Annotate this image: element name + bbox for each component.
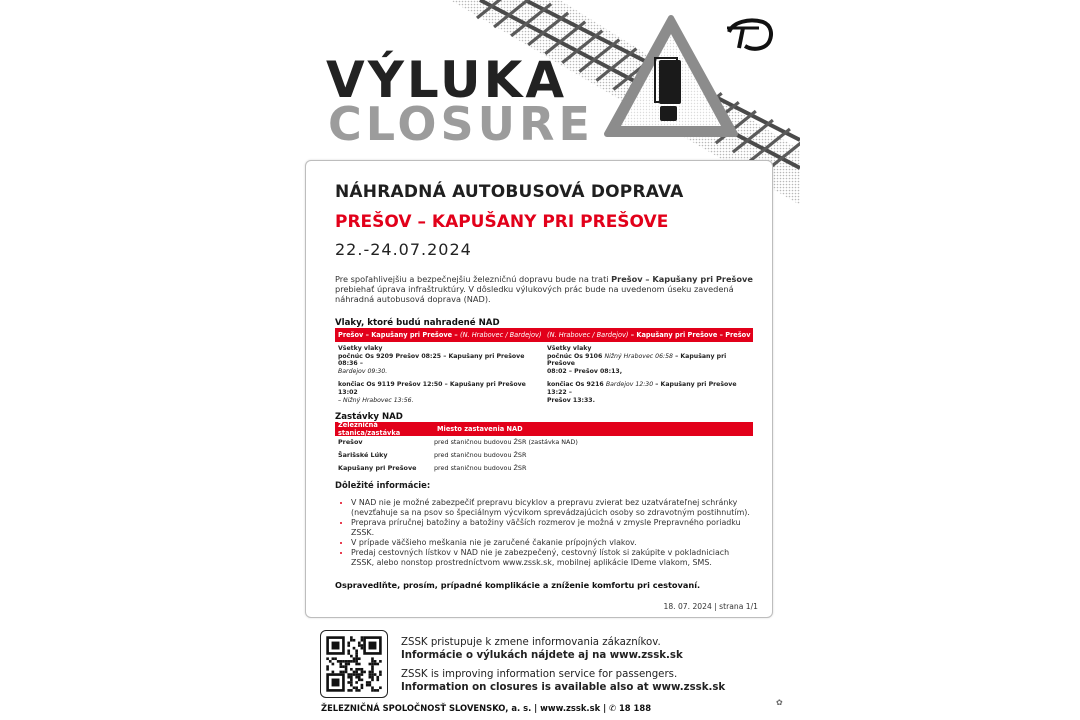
stops-table-header <box>335 422 753 436</box>
table-row: Kapušany pri Prešove pred staničnou budovou ŽSR <box>338 463 527 472</box>
direction-2-header: (N. Hrabovec / Bardejov) – Kapušany pri Prešove – Prešov <box>547 331 751 339</box>
closure-title-sk: VÝLUKA <box>326 51 568 109</box>
footer-sk-link[interactable]: Informácie o výlukách nájdete aj na www.zssk.sk <box>401 649 683 661</box>
company-line: ŽELEZNIČNÁ SPOLOČNOSŤ SLOVENSKO, a. s. | www.zssk.sk | ✆ 18 188 <box>321 703 652 713</box>
table-row: Prešov pred staničnou budovou ŽSR (zastávka NAD) <box>338 438 578 447</box>
direction-1-trains: Všetky vlaky počnúc Os 9209 Prešov 08:25 – Kapušany pri Prešove 08:36 – Bardejov 09:30. končiac Os 9119 Prešov 12:50 – Kapušany pri Prešove 13:02 – Nižný Hrabovec 13:56. <box>338 345 526 404</box>
list-item: • Preprava príručnej batožiny a batožiny väčších rozmerov je možná v zmysle Prepravného poriadku ZSSK. <box>351 518 753 538</box>
footer-en-line1: ZSSK is improving information service for passengers. <box>401 669 678 680</box>
footer-sk-line1: ZSSK pristupuje k zmene informovania zákazníkov. <box>401 637 661 648</box>
footer-en-link[interactable]: Information on closures is available also at www.zssk.sk <box>401 681 726 693</box>
list-item: • V NAD nie je možné zabezpečiť prepravu bicyklov a prepravu zvierat bez uzatvárateľnej schránky (nevzťahuje sa na psov so špeciálnym výcvikom sprevádzajúcich osoby so zdravotným postihnutím). <box>351 498 753 518</box>
list-item: • Predaj cestovných lístkov v NAD nie je zabezpečený, cestovný lístok si zakúpite v pokladniciach ZSSK, alebo nonstop prostredníctvom www.zssk.sk, mobilnej aplikácie IDeme vlakom, SMS. <box>351 548 753 568</box>
trains-table-header <box>335 328 753 342</box>
route-title: PREŠOV – KAPUŠANY PRI PREŠOVE <box>335 212 669 232</box>
trains-table-body <box>335 345 753 410</box>
info-list <box>335 498 753 568</box>
closure-dates: 22.-24.07.2024 <box>335 240 472 259</box>
warning-exclamation-icon <box>603 12 739 140</box>
intro-text-end: prebiehať úprava infraštruktúry. V dôsledku výlukových prác bude na uvedenom úseku zavedená náhradná autobusová doprava (NAD). <box>335 284 734 304</box>
page-footer-date: 18. 07. 2024 | strana 1/1 <box>663 602 758 611</box>
closure-title-en: CLOSURE <box>328 97 594 151</box>
trains-heading: Vlaky, ktoré budú nahradené NAD <box>335 318 500 328</box>
gear-icon: ✿ <box>776 698 783 707</box>
list-item: • V prípade väčšieho meškania nie je zaručené čakanie prípojných vlakov. <box>351 538 753 548</box>
table-row: Šarišské Lúky pred staničnou budovou ŽSR <box>338 451 527 460</box>
intro-route: Prešov – Kapušany pri Prešove <box>611 274 753 284</box>
intro-text: Pre spoľahlivejšiu a bezpečnejšiu železničnú dopravu bude na trati <box>335 274 612 284</box>
footer-info <box>401 637 725 694</box>
qr-code-icon[interactable] <box>320 630 388 698</box>
notice-card <box>305 160 773 618</box>
closing-note: Ospravedlňte, prosím, prípadné komplikácie a zníženie komfortu pri cestovaní. <box>335 579 701 590</box>
notice-title: NÁHRADNÁ AUTOBUSOVÁ DOPRAVA <box>335 182 684 202</box>
intro-paragraph <box>335 274 753 304</box>
direction-2-trains: Všetky vlaky počnúc Os 9106 Nižný Hrabovec 06:58 – Kapušany pri Prešove 08:02 – Prešov 08:13, končiac Os 9216 Bardejov 12:30 – Kapušany pri Prešove 13:22 – Prešov 13:33. <box>547 345 737 404</box>
stops-col-station: Železničná stanica/zastávka <box>338 421 401 438</box>
stops-table-body <box>335 436 753 474</box>
stops-col-place: Miesto zastavenia NAD <box>437 425 523 434</box>
direction-1-header: Prešov – Kapušany pri Prešove – (N. Hrabovec / Bardejov) <box>338 331 542 339</box>
stops-heading: Zastávky NAD <box>335 412 403 423</box>
info-heading: Dôležité informácie: <box>335 479 431 490</box>
